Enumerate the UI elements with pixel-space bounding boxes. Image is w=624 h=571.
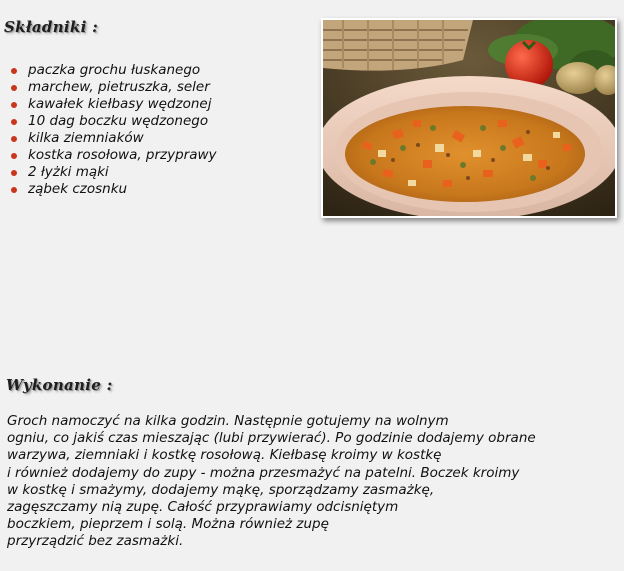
red-dot-icon (11, 153, 17, 159)
ingredients-list (10, 62, 217, 198)
ingredient-text: ząbek czosnku (28, 181, 128, 197)
red-dot-icon (11, 102, 17, 108)
method-line: boczkiem, pieprzem i solą. Można również zupę (7, 516, 329, 533)
list-item (10, 147, 217, 164)
method-line: i również dodajemy do zupy - można przesmażyć na patelni. Boczek kroimy (7, 464, 520, 481)
red-dot-icon (11, 170, 17, 176)
ingredient-text: 2 łyżki mąki (28, 164, 109, 180)
method-line: w kostkę i smażymy, dodajemy mąkę, sporządzamy zasmażkę, (7, 481, 435, 498)
method-text (7, 413, 536, 551)
red-dot-icon (11, 68, 17, 74)
ingredient-text: paczka grochu łuskanego (28, 62, 201, 78)
method-line: warzywa, ziemniaki i kostkę rosołową. Kiełbasę kroimy w kostkę (7, 447, 442, 464)
method-line: przyrządzić bez zasmażki. (7, 533, 184, 550)
method-heading: Wykonanie : (6, 376, 113, 394)
red-dot-icon (11, 136, 17, 142)
list-item (10, 130, 217, 147)
soup-photo (321, 18, 617, 218)
ingredient-text: kawałek kiełbasy wędzonej (28, 96, 212, 112)
list-item (10, 79, 217, 96)
list-item (10, 62, 217, 79)
ingredients-heading: Składniki : (4, 18, 98, 36)
list-item (10, 164, 217, 181)
list-item (10, 113, 217, 130)
ingredient-text: 10 dag boczku wędzonego (28, 113, 209, 129)
ingredient-text: marchew, pietruszka, seler (28, 79, 210, 95)
red-dot-icon (11, 119, 17, 125)
red-dot-icon (11, 85, 17, 91)
red-dot-icon (11, 187, 17, 193)
ingredient-text: kilka ziemniaków (28, 130, 144, 146)
method-line: ogniu, co jakiś czas mieszając (lubi przywierać). Po godzinie dodajemy obrane (7, 430, 536, 447)
method-line: Groch namoczyć na kilka godzin. Następnie gotujemy na wolnym (7, 413, 449, 429)
ingredient-text: kostka rosołowa, przyprawy (28, 147, 217, 163)
list-item (10, 96, 217, 113)
soup-bowl-illustration (323, 20, 615, 216)
list-item (10, 181, 217, 198)
method-line: zagęszczamy nią zupę. Całość przyprawiamy odcisniętym (7, 499, 399, 516)
